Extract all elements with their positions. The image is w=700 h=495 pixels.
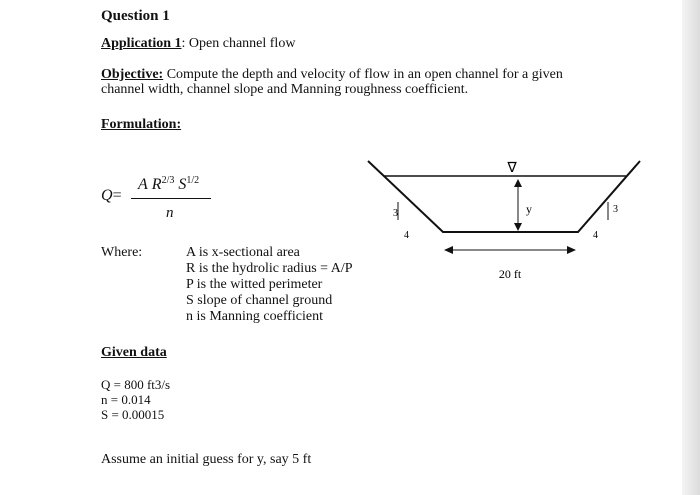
application-text: : Open channel flow [181, 36, 296, 51]
objective-line-2: channel width, channel slope and Manning roughness coefficient. [101, 82, 469, 97]
depth-label: y [526, 202, 532, 216]
depth-arrow-bottom [514, 223, 522, 231]
formula-r-exponent: 2/3 [161, 175, 175, 186]
channel-cross-section [368, 161, 640, 232]
formula-a: A [138, 176, 148, 193]
right-slope-horizontal-label: 4 [593, 230, 598, 241]
formula-fraction-bar [131, 198, 211, 199]
formula-q: Q [101, 187, 113, 204]
width-arrow-left [444, 246, 453, 254]
application-line [101, 36, 295, 52]
formula-lhs [101, 187, 122, 205]
left-slope-vertical-label: 3 [393, 208, 398, 219]
given-s: S = 0.00015 [101, 407, 165, 422]
initial-guess-note: Assume an initial guess for y, say 5 ft [101, 452, 312, 467]
depth-arrow-top [514, 179, 522, 187]
objective-text-1: Compute the depth and velocity of flow in an open channel for a given [163, 67, 563, 82]
given-values [101, 377, 170, 422]
given-data-label: Given data [101, 345, 167, 360]
objective-line-1 [101, 67, 563, 83]
where-line-area: A is x-sectional area [186, 245, 300, 260]
channel-diagram [360, 150, 650, 285]
formulation-label: Formulation: [101, 117, 182, 132]
page-edge-shadow [682, 0, 700, 495]
where-definitions [186, 245, 353, 325]
objective-label: Objective: [101, 67, 164, 82]
given-n: n = 0.014 [101, 392, 151, 407]
right-slope-vertical-label: 3 [613, 204, 618, 215]
where-label: Where: [101, 245, 143, 260]
question-title: Question 1 [101, 8, 170, 24]
where-line-radius: R is the hydrolic radius = A/P [186, 261, 353, 276]
formula-equals: = [112, 187, 122, 204]
width-label: 20 ft [498, 267, 522, 281]
given-q: Q = 800 ft3/s [101, 377, 171, 392]
left-slope-horizontal-label: 4 [404, 230, 409, 241]
formula-denominator: n [166, 205, 174, 221]
application-label: Application 1 [101, 36, 182, 51]
formula-numerator [138, 176, 199, 194]
where-line-perimeter: P is the witted perimeter [186, 277, 323, 292]
width-arrow-right [567, 246, 576, 254]
formula-s: S [178, 176, 187, 193]
formula-r: R [151, 176, 162, 193]
where-line-manning: n is Manning coefficient [186, 309, 323, 324]
water-symbol: ∇ [507, 161, 517, 176]
formula-s-exponent: 1/2 [186, 175, 200, 186]
where-line-slope: S slope of channel ground [186, 293, 333, 308]
